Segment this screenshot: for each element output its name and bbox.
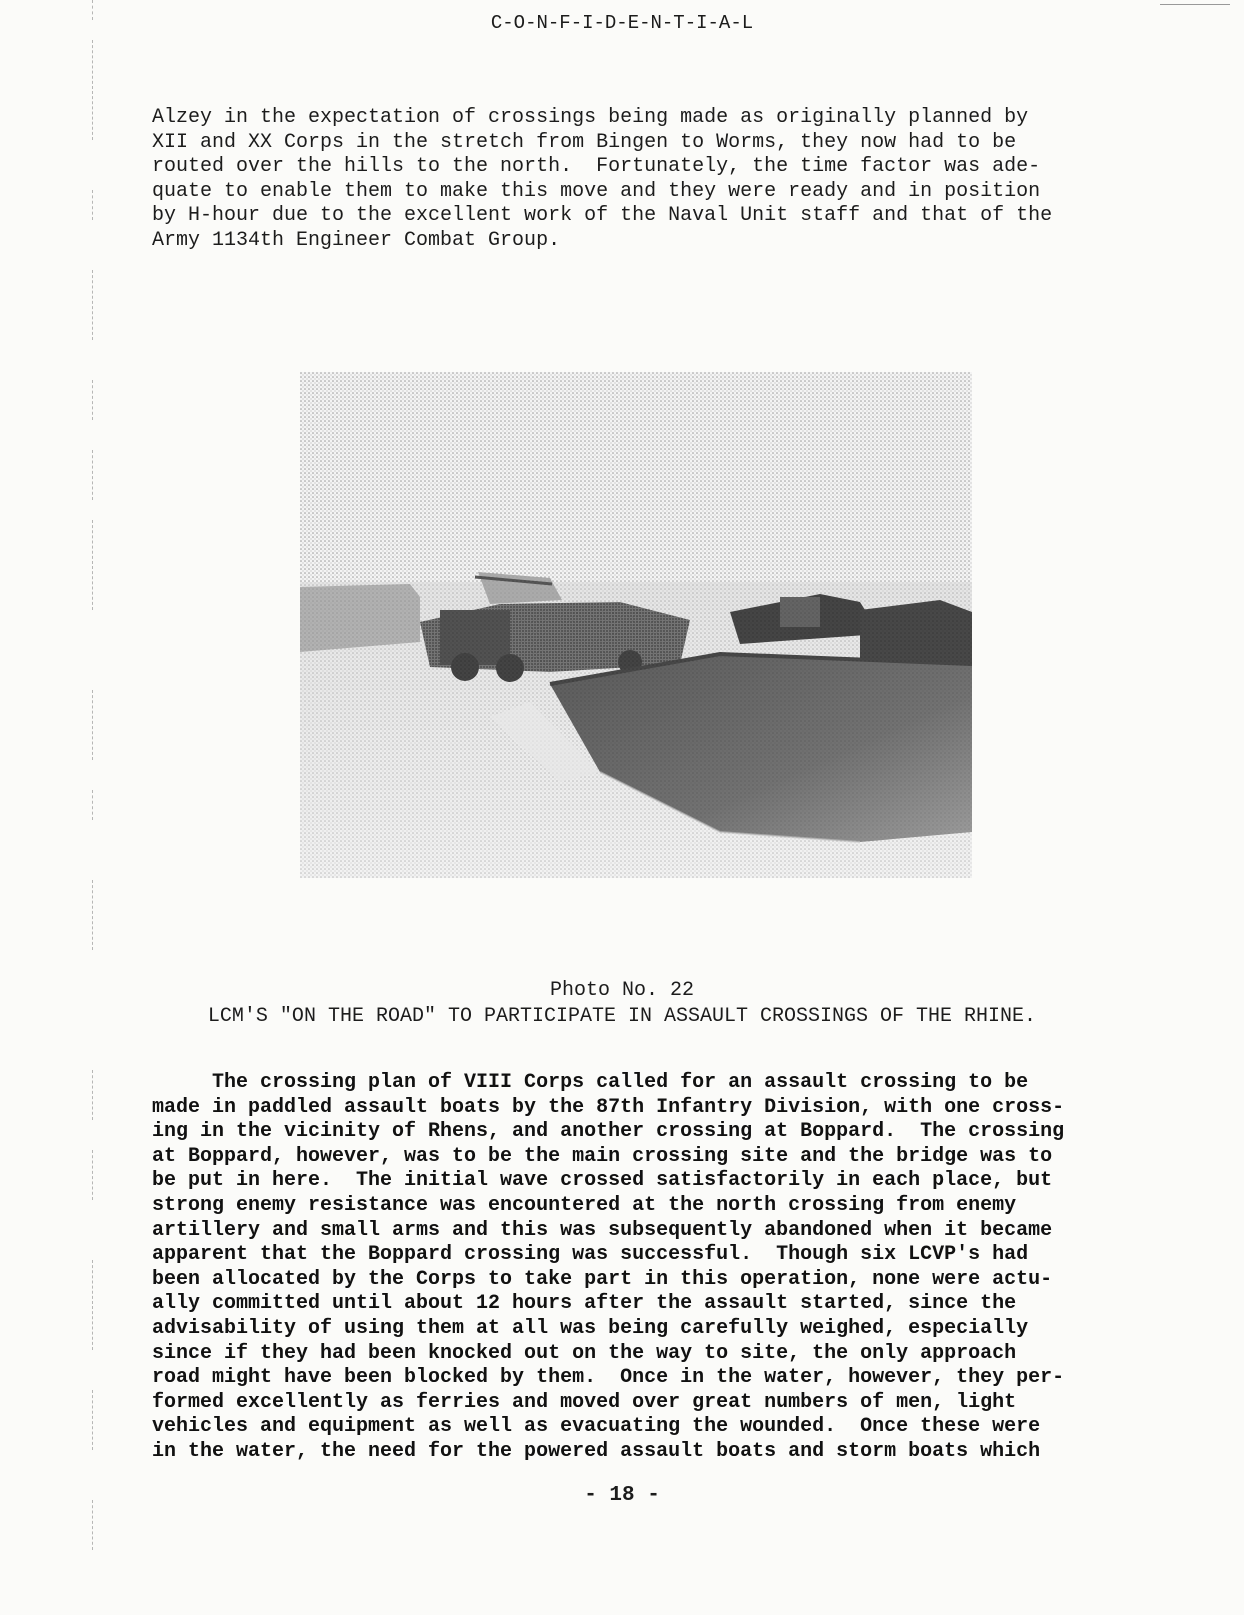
text-line: strong enemy resistance was encountered at the north crossing from enemy — [152, 1193, 1017, 1217]
photo-number: Photo No. 22 — [549, 979, 695, 1002]
margin-line — [92, 1390, 94, 1450]
text-line: routed over the hills to the north. Fortunately, the time factor was ade- — [152, 155, 1041, 179]
margin-line — [92, 1150, 94, 1200]
text-line: The crossing plan of VIII Corps called for an assault crossing to be — [152, 1071, 1029, 1094]
text-line: artillery and small arms and this was subsequently abandoned when it became — [152, 1218, 1053, 1242]
text-line: apparent that the Boppard crossing was successful. Though six LCVP's had — [152, 1243, 1029, 1267]
photo-caption: LCM'S "ON THE ROAD" TO PARTICIPATE IN ASSAULT CROSSINGS OF THE RHINE. — [207, 1005, 1037, 1028]
paragraph-1 — [152, 106, 1112, 254]
text-line: at Boppard, however, was to be the main crossing site and the bridge was to — [152, 1144, 1053, 1168]
text-line: by H-hour due to the excellent work of the Naval Unit staff and that of the — [152, 204, 1053, 228]
margin-line — [92, 40, 94, 140]
text-line: ing in the vicinity of Rhens, and another crossing at Boppard. The crossing — [152, 1120, 1065, 1144]
text-line: quate to enable them to make this move and they were ready and in position — [152, 179, 1041, 203]
paragraph-2 — [152, 1071, 1112, 1465]
text-line: since if they had been knocked out on the way to site, the only approach — [152, 1341, 1017, 1365]
text-line: advisability of using them at all was being carefully weighed, especially — [152, 1316, 1029, 1340]
margin-line — [92, 520, 94, 610]
margin-line — [92, 380, 94, 420]
top-edge-mark — [1160, 4, 1230, 5]
text-line: Army 1134th Engineer Combat Group. — [152, 228, 561, 252]
margin-line — [92, 450, 94, 500]
margin-line — [92, 270, 94, 340]
text-line: ally committed until about 12 hours after the assault started, since the — [152, 1292, 1017, 1316]
text-line: in the water, the need for the powered assault boats and storm boats which — [152, 1439, 1041, 1463]
margin-line — [92, 1260, 94, 1350]
text-line: Alzey in the expectation of crossings being made as originally planned by — [152, 106, 1029, 129]
margin-line — [92, 690, 94, 760]
classification-header: C-O-N-F-I-D-E-N-T-I-A-L — [490, 12, 754, 34]
margin-line — [92, 880, 94, 950]
margin-line — [92, 1500, 94, 1550]
text-line: be put in here. The initial wave crossed satisfactorily in each place, but — [152, 1169, 1053, 1193]
page-number: - 18 - — [584, 1484, 660, 1507]
text-line: formed excellently as ferries and moved over great numbers of men, light — [152, 1390, 1017, 1414]
text-line: XII and XX Corps in the stretch from Bingen to Worms, they now had to be — [152, 130, 1017, 154]
margin-line — [92, 1070, 94, 1120]
text-line: road might have been blocked by them. Once in the water, however, they per- — [152, 1366, 1065, 1390]
text-line: been allocated by the Corps to take part in this operation, none were actu- — [152, 1267, 1053, 1291]
photo-lcms-on-road — [300, 372, 972, 878]
margin-line — [92, 190, 94, 220]
text-line: made in paddled assault boats by the 87th Infantry Division, with one cross- — [152, 1095, 1065, 1119]
margin-line — [92, 790, 94, 820]
text-line: vehicles and equipment as well as evacuating the wounded. Once these were — [152, 1415, 1041, 1439]
